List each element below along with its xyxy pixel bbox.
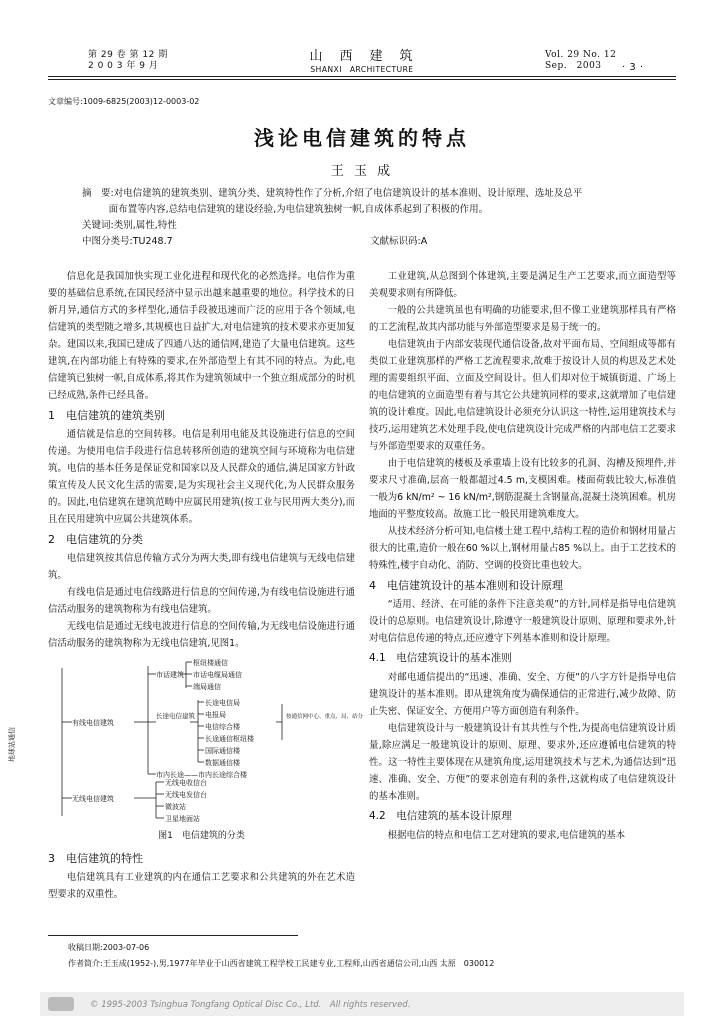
doc-code: 文献标识码:A	[370, 236, 428, 247]
diagram-b3: 市内长途——市内长途综合楼	[156, 771, 247, 779]
section-4-2-paragraph: 根据电信的特点和电信工艺对建筑的要求,电信建筑的基本	[387, 830, 626, 841]
diagram-b1-item: 端局通信	[193, 683, 221, 691]
section-1-title: 1 电信建筑的建筑类别	[48, 409, 165, 422]
diagram-b2-note: 按通信网中心、重点、局、站分	[286, 714, 364, 720]
section-2-paragraph-3: 无线电信是通过无线电波进行信息的空间传输,为无线电信设施进行通信活动服务的建筑物称为无线电信建筑,见图1。	[48, 621, 355, 649]
date-cn: 2 0 0 3 年 9 月	[88, 61, 159, 71]
diagram-b2-item: 长途通信枢纽楼	[205, 735, 254, 743]
figure-1	[8, 658, 364, 826]
page-number: · 3 ·	[622, 62, 644, 73]
right-paragraph-3: 电信建筑由于内部安装现代通信设备,故对平面布局、空间组成等都有类似工业建筑那样的严格工艺流程要求,故难于按设计人员的构思及艺术处理的需要组织平面、立面及空间设计。但人们却对位于城镇街道、广场上的电信建筑的立面造型有着与其它公共建筑同样的要求,这就增加了电信建筑的设计难度。因此,电信建筑设计必须充分认识这一特性,运用建筑技术与技巧,运用建筑艺术处理手段,使电信建筑设计完成严格的内部电信工艺要求与外部造型要求的双重任务。	[369, 339, 676, 452]
journal-en: SHANXI ARCHITECTURE	[310, 65, 414, 74]
diagram-w-item: 无线电发信台	[165, 791, 207, 799]
section-2-title: 2 电信建筑的分类	[48, 533, 143, 546]
left-column	[8, 268, 364, 903]
diagram-b2: 长途电信建筑	[156, 712, 195, 720]
diagram-b2-item: 长途电信局	[205, 699, 240, 707]
volume-en: Vol. 29 No. 12	[545, 50, 617, 60]
diagram-b2-item: 电信综合楼	[205, 723, 240, 731]
author: 王 玉 成	[330, 164, 394, 179]
section-4-1-paragraph-2: 电信建筑设计与一般建筑设计有其共性与个性,为提高电信建筑设计质量,除应满足一般建筑设计的原则、原理、要求外,还应遵循电信建筑的特性。这一特性主要体现在从建筑角度,运用建筑技术与艺术,为通信达到“迅速、准确、安全、方便”的要求创造有利的条件,这就构成了电信建筑设计的基本准则。	[369, 723, 676, 802]
header-rule	[48, 76, 676, 77]
diagram-side-label: 地球站通信	[8, 727, 16, 762]
diagram-w-item: 微波站	[165, 803, 186, 811]
section-2-paragraph-2: 有线电信是通过电信线路进行信息的空间传递,为有线电信设施进行通信活动服务的建筑物称为有线电信建筑。	[48, 587, 355, 615]
header-right	[545, 50, 616, 72]
footnote-rule	[48, 935, 298, 936]
diagram-wired: 有线电信建筑	[72, 719, 114, 727]
publisher-logo-icon	[48, 997, 74, 1011]
section-2-paragraph-1: 电信建筑按其信息传输方式分为两大类,即有线电信建筑与无线电信建筑。	[48, 553, 355, 581]
diagram-b1: 市话建筑	[156, 671, 184, 679]
figure-caption: 图1 电信建筑的分类	[158, 831, 245, 841]
right-paragraph-1: 工业建筑,从总图到个体建筑,主要是满足生产工艺要求,而立面造型等美观要求则有所降低。	[369, 271, 676, 299]
header-rule-thin	[48, 79, 676, 80]
diagram-b2-item: 国际通信楼	[205, 747, 240, 755]
received-date: 收稿日期:2003-07-06	[68, 943, 150, 952]
diagram-w-item: 卫星地面站	[165, 815, 200, 823]
copyright-bar	[40, 992, 684, 1016]
abstract	[82, 186, 652, 250]
right-column	[369, 268, 676, 844]
volume-cn: 第 29 卷 第 12 期	[88, 50, 168, 60]
section-3-paragraph: 电信建筑具有工业建筑的内在通信工艺要求和公共建筑的外在艺术造型要求的双重性。	[48, 872, 355, 900]
diagram-wireless: 无线电信建筑	[72, 795, 114, 803]
article-number: 文章编号:1009-6825(2003)12-0003-02	[48, 97, 200, 106]
right-paragraph-4: 由于电信建筑的楼板及承重墙上设有比较多的孔洞、沟槽及预埋件,并要求尺寸准确,层高一般都超过4.5 m,支模困难。楼面荷载比较大,标准值一般为6 kN/m² ~ 16 kN/m²,钢筋混凝土含钢量高,混凝土浇筑困难。机房地面的平整度较高。故施工比一般民用建筑难度大。	[369, 458, 676, 520]
right-paragraph-5: 从技术经济分析可知,电信楼土建工程中,结构工程的造价和钢材用量占很大的比重,造价一般在60 %以上,钢材用量占85 %以上。由于工艺技术的特殊性,楼宇自动化、消防、空调的投资比重也较大。	[369, 526, 676, 571]
keywords: 关键词:类别,属性,特性	[82, 220, 177, 231]
diagram-b1-item: 枢纽楼通信	[193, 659, 228, 667]
right-paragraph-2: 一般的公共建筑虽也有明确的功能要求,但不像工业建筑那样具有严格的工艺流程,故其内部功能与外部造型要求是易于统一的。	[369, 305, 676, 333]
section-4-1-title: 4.1 电信建筑设计的基本准则	[369, 652, 512, 664]
section-1-paragraph: 通信就是信息的空间转移。电信是利用电能及其设施进行信息的空间传递。为使用电信手段进行信息转移所创造的建筑空间与环境称为电信建筑。电信的基本任务是保证党和国家以及人民群众的通信,满足国家方针政策宣传及人民文化生活的需要,是为实现社会主义现代化,为人民群众服务的。因此,电信建筑在建筑范畴中应属民用建筑(按工业与民用两大类分),而且在民用建筑中应属公共建筑体系。	[48, 429, 355, 525]
diagram-b2-item: 电报局	[205, 711, 226, 719]
abstract-line-1: 摘 要:对电信建筑的建筑类别、建筑分类、建筑特性作了分析,介绍了电信建筑设计的基本准则、设计原理、选址及总平	[82, 188, 583, 199]
date-en: Sep. 2003	[545, 61, 602, 71]
diagram-b2-item: 数据通信楼	[205, 759, 240, 767]
section-4-2-title: 4.2 电信建筑的基本设计原理	[369, 810, 512, 822]
section-4-1-paragraph-1: 对邮电通信提出的“迅速、准确、安全、方便”的八字方针是指导电信建筑设计的基本准则。即从建筑角度为确保通信的正常进行,减少故障、防止失密、保证安全、方便用户等方面创造有利条件。	[369, 672, 676, 717]
clc-number: 中图分类号:TU248.7	[82, 236, 173, 247]
diagram-w-item: 无线电收信台	[165, 779, 207, 787]
diagram-b1-item: 市话电缆局通信	[193, 671, 242, 679]
section-4-title: 4 电信建筑设计的基本准则和设计原理	[369, 579, 563, 592]
author-bio: 作者简介:王玉成(1952-),男,1977年毕业于山西省建筑工程学校工民建专业,工程师,山西省通信公司,山西 太原 030012	[68, 959, 495, 968]
paper-title: 浅论电信建筑的特点	[254, 126, 470, 150]
section-3-title: 3 电信建筑的特性	[48, 852, 143, 865]
copyright-text: © 1995-2003 Tsinghua Tongfang Optical Disc Co., Ltd. All rights reserved.	[90, 1000, 411, 1010]
intro-paragraph: 信息化是我国加快实现工业化进程和现代化的必然选择。电信作为重要的基础信息系统,在国民经济中显示出越来越重要的地位。科学技术的日新月异,通信方式的多样型化,通信手段被迅速而广泛的应用于各个领域,电信建筑的类型随之增多,其规模也日益扩大,对电信建筑的技术要求亦更加复杂。建国以来,我国已建成了四通八达的通信网,建造了大量电信建筑。这些建筑,在内部功能上有特殊的要求,在外部造型上有其不同的特点。为此,电信建筑已独树一帜,自成体系,将其作为建筑领域中一个独立组成部分的时机已经成熟,条件已经具备。	[48, 271, 355, 401]
abstract-line-2: 面布置等内容,总结电信建筑的建设经验,为电信建筑独树一帜,自成体系起到了积极的作用。	[108, 204, 489, 215]
journal-cn: 山 西 建 筑	[309, 49, 415, 64]
classification-diagram	[8, 658, 364, 826]
section-4-paragraph: “适用、经济、在可能的条件下注意美观”的方针,同样是指导电信建筑设计的总原则。电信建筑设计,除遵守一般建筑设计原则、原理和要求外,针对电信信息传递的特点,还应遵守下列基本准则和设计原理。	[369, 599, 676, 644]
